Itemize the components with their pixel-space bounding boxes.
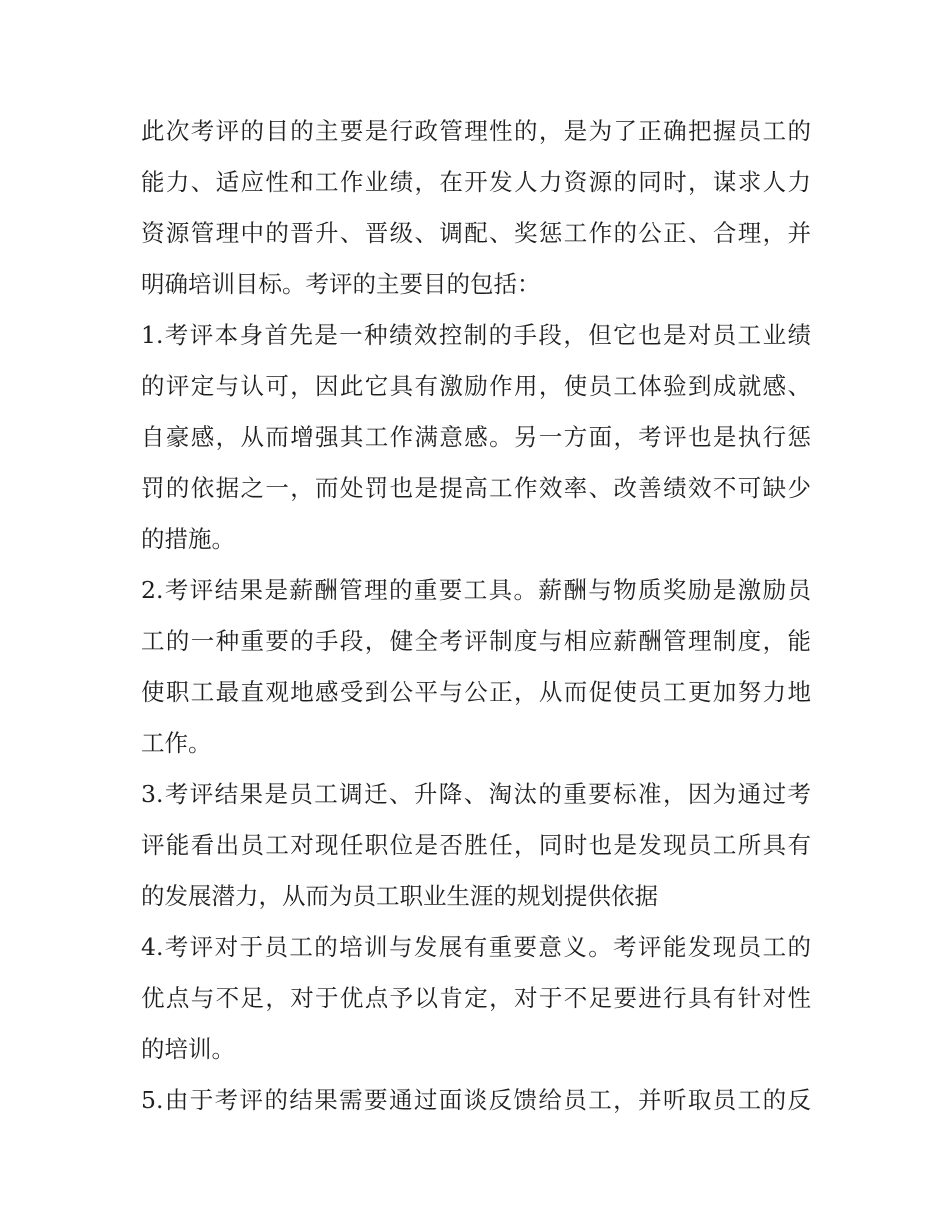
- text-line: 明确培训目标。考评的主要目的包括：: [141, 270, 541, 298]
- text-line: 罚的依据之一，而处罚也是提高工作效率、改善绩效不可缺少: [141, 474, 811, 502]
- text-line: 3.考评结果是员工调迁、升降、淘汰的重要标准，因为通过考: [141, 780, 811, 808]
- text-line: 优点与不足，对于优点予以肯定，对于不足要进行具有针对性: [141, 984, 811, 1012]
- text-line: 的评定与认可，因此它具有激励作用，使员工体验到成就感、: [141, 372, 811, 400]
- text-line: 1.考评本身首先是一种绩效控制的手段，但它也是对员工业绩: [141, 321, 811, 349]
- text-line: 工作。: [141, 729, 212, 757]
- text-line: 能力、适应性和工作业绩，在开发人力资源的同时，谋求人力: [141, 168, 811, 196]
- document-body: [141, 106, 811, 1126]
- text-line: 使职工最直观地感受到公平与公正，从而促使员工更加努力地: [141, 678, 811, 706]
- text-line: 5.由于考评的结果需要通过面谈反馈给员工，并听取员工的反: [141, 1086, 811, 1114]
- text-line: 的发展潜力，从而为员工职业生涯的规划提供依据: [141, 882, 658, 910]
- text-line: 的措施。: [141, 525, 235, 553]
- text-line: 的培训。: [141, 1035, 235, 1063]
- text-line: 4.考评对于员工的培训与发展有重要意义。考评能发现员工的: [141, 933, 811, 961]
- text-line: 工的一种重要的手段，健全考评制度与相应薪酬管理制度，能: [141, 627, 811, 655]
- text-line: 资源管理中的晋升、晋级、调配、奖惩工作的公正、合理，并: [141, 219, 811, 247]
- text-line: 此次考评的目的主要是行政管理性的，是为了正确把握员工的: [141, 117, 811, 145]
- text-line: 2.考评结果是薪酬管理的重要工具。薪酬与物质奖励是激励员: [141, 576, 811, 604]
- text-line: 评能看出员工对现任职位是否胜任，同时也是发现员工所具有: [141, 831, 811, 859]
- text-line: 自豪感，从而增强其工作满意感。另一方面，考评也是执行惩: [141, 423, 811, 451]
